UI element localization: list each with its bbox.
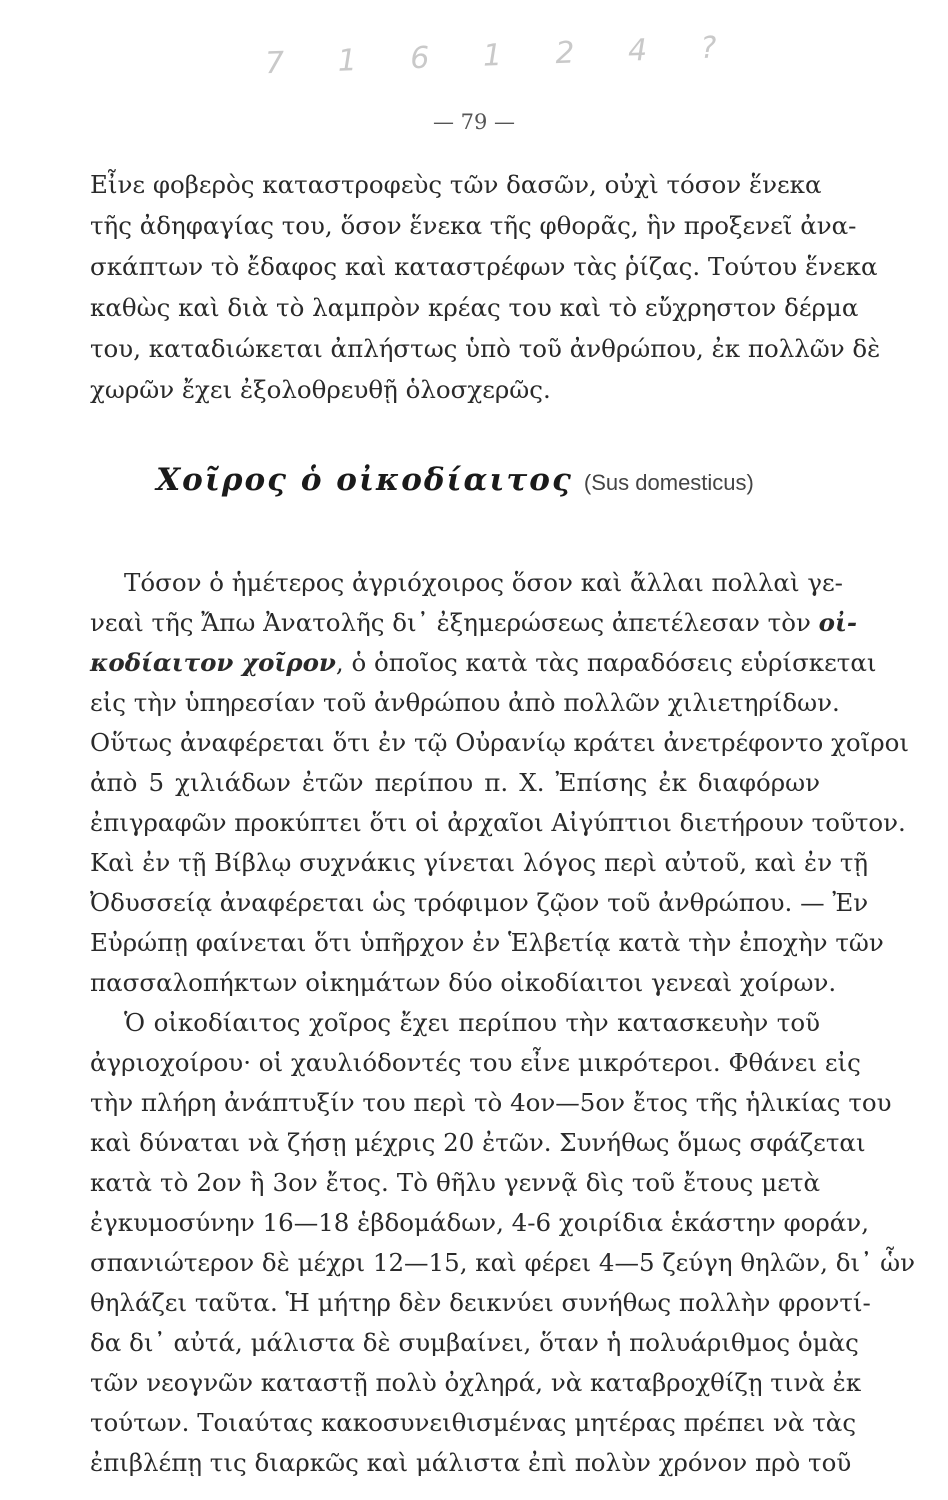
text-line: [90, 648, 877, 680]
text-line: [90, 608, 858, 640]
text-line: τῶν νεογνῶν καταστῇ πολὺ ὀχληρά, νὰ καταβροχθίζῃ τινὰ ἐκ: [90, 1368, 862, 1397]
text-line: σκάπτων τὸ ἔδαφος καὶ καταστρέφων τὰς ῥίζας. Τούτου ἕνεκα: [90, 252, 878, 281]
text-line: Οὕτως ἀναφέρεται ὅτι ἐν τῷ Οὐρανίῳ κράτει ἀνετρέφοντο χοῖροι: [90, 728, 910, 757]
text-line: Ὁ οἰκοδίαιτος χοῖρος ἔχει περίπου τὴν κατασκευὴν τοῦ: [124, 1008, 820, 1037]
text-line: τὴν πλήρη ἀνάπτυξίν του περὶ τὸ 4ον—5ον ἔτος τῆς ἡλικίας του: [90, 1088, 892, 1117]
text-line: καθὼς καὶ διὰ τὸ λαμπρὸν κρέας του καὶ τὸ εὔχρηστον δέρμα: [90, 293, 859, 322]
text-line: τούτων. Τοιαύτας κακοσυνειθισμένας μητέρας πρέπει νὰ τὰς: [90, 1408, 857, 1437]
text-line: θηλάζει ταῦτα. Ἡ μήτηρ δὲν δεικνύει συνήθως πολλὴν φροντί-: [90, 1288, 871, 1317]
emphasis-text: κοδίαιτον χοῖρον: [90, 648, 336, 677]
text-line: χωρῶν ἔχει ἐξολοθρευθῇ ὁλοσχερῶς.: [90, 375, 551, 404]
text-line: ἀγριοχοίρου· οἱ χαυλιόδοντές του εἶνε μικρότεροι. Φθάνει εἰς: [90, 1048, 861, 1077]
text-line: Τόσον ὁ ἡμέτερος ἀγριόχοιρος ὅσον καὶ ἄλλαι πολλαὶ γε-: [124, 568, 843, 597]
text-line: Εὐρώπῃ φαίνεται ὅτι ὑπῆρχον ἐν Ἑλβετίᾳ κατὰ τὴν ἐποχὴν τῶν: [90, 928, 884, 957]
section-heading: [90, 462, 820, 498]
page-number: — 79 —: [432, 110, 516, 134]
text-line: καὶ δύναται νὰ ζήσῃ μέχρις 20 ἐτῶν. Συνήθως ὅμως σφάζεται: [90, 1128, 866, 1157]
text-line: Ὀδυσσείᾳ ἀναφέρεται ὡς τρόφιμον ζῷον τοῦ ἀνθρώπου. — Ἐν: [90, 888, 869, 917]
handwritten-annotation: 7 1 6 1 2 4 ?: [264, 29, 740, 82]
text-run: , ὁ ὁποῖος κατὰ τὰς παραδόσεις εὑρίσκεται: [335, 648, 877, 677]
text-line: ἐπιγραφῶν προκύπτει ὅτι οἱ ἀρχαῖοι Αἰγύπτιοι διετήρουν τοῦτον.: [90, 808, 906, 837]
text-line: εἰς τὴν ὑπηρεσίαν τοῦ ἀνθρώπου ἀπὸ πολλῶν χιλιετηρίδων.: [90, 688, 840, 717]
text-run: νεαὶ τῆς Ἄπω Ἀνατολῆς δι᾽ ἐξημερώσεως ἀπετέλεσαν τὸν: [90, 608, 811, 637]
text-line: του, καταδιώκεται ἀπλήστως ὑπὸ τοῦ ἀνθρώπου, ἐκ πολλῶν δὲ: [90, 334, 881, 363]
text-line: σπανιώτερον δὲ μέχρι 12—15, καὶ φέρει 4—5 ζεύγη θηλῶν, δι᾽ ὧν: [90, 1248, 915, 1277]
text-line: τῆς ἀδηφαγίας του, ὅσον ἕνεκα τῆς φθορᾶς, ἣν προξενεῖ ἀνα-: [90, 211, 857, 240]
text-line: δα δι᾽ αὐτά, μάλιστα δὲ συμβαίνει, ὅταν ἡ πολυάριθμος ὁμὰς: [90, 1328, 859, 1357]
text-line: κατὰ τὸ 2ον ἢ 3ον ἔτος. Τὸ θῆλυ γεννᾷ δὶς τοῦ ἔτους μετὰ: [90, 1168, 820, 1197]
text-line: ἐγκυμοσύνην 16—18 ἑβδομάδων, 4-6 χοιρίδια ἑκάστην φοράν,: [90, 1208, 869, 1237]
text-line: ἐπιβλέπῃ τις διαρκῶς καὶ μάλιστα ἐπὶ πολὺν χρόνον πρὸ τοῦ: [90, 1448, 852, 1477]
text-line: Καὶ ἐν τῇ Βίβλῳ συχνάκις γίνεται λόγος περὶ αὐτοῦ, καὶ ἐν τῇ: [90, 848, 869, 877]
emphasis-text: οἰ-: [818, 608, 858, 637]
text-line: ἀπὸ 5 χιλιάδων ἐτῶν περίπου π. Χ. Ἐπίσης ἐκ διαφόρων: [90, 768, 820, 797]
heading-greek: Χοῖρος ὁ οἰκοδίαιτος: [156, 462, 573, 498]
text-line: Εἶνε φοβερὸς καταστροφεὺς τῶν δασῶν, οὐχὶ τόσον ἕνεκα: [90, 170, 822, 199]
heading-latin: (Sus domesticus): [583, 470, 754, 495]
text-line: πασσαλοπήκτων οἰκημάτων δύο οἰκοδίαιτοι γενεαὶ χοίρων.: [90, 968, 837, 997]
